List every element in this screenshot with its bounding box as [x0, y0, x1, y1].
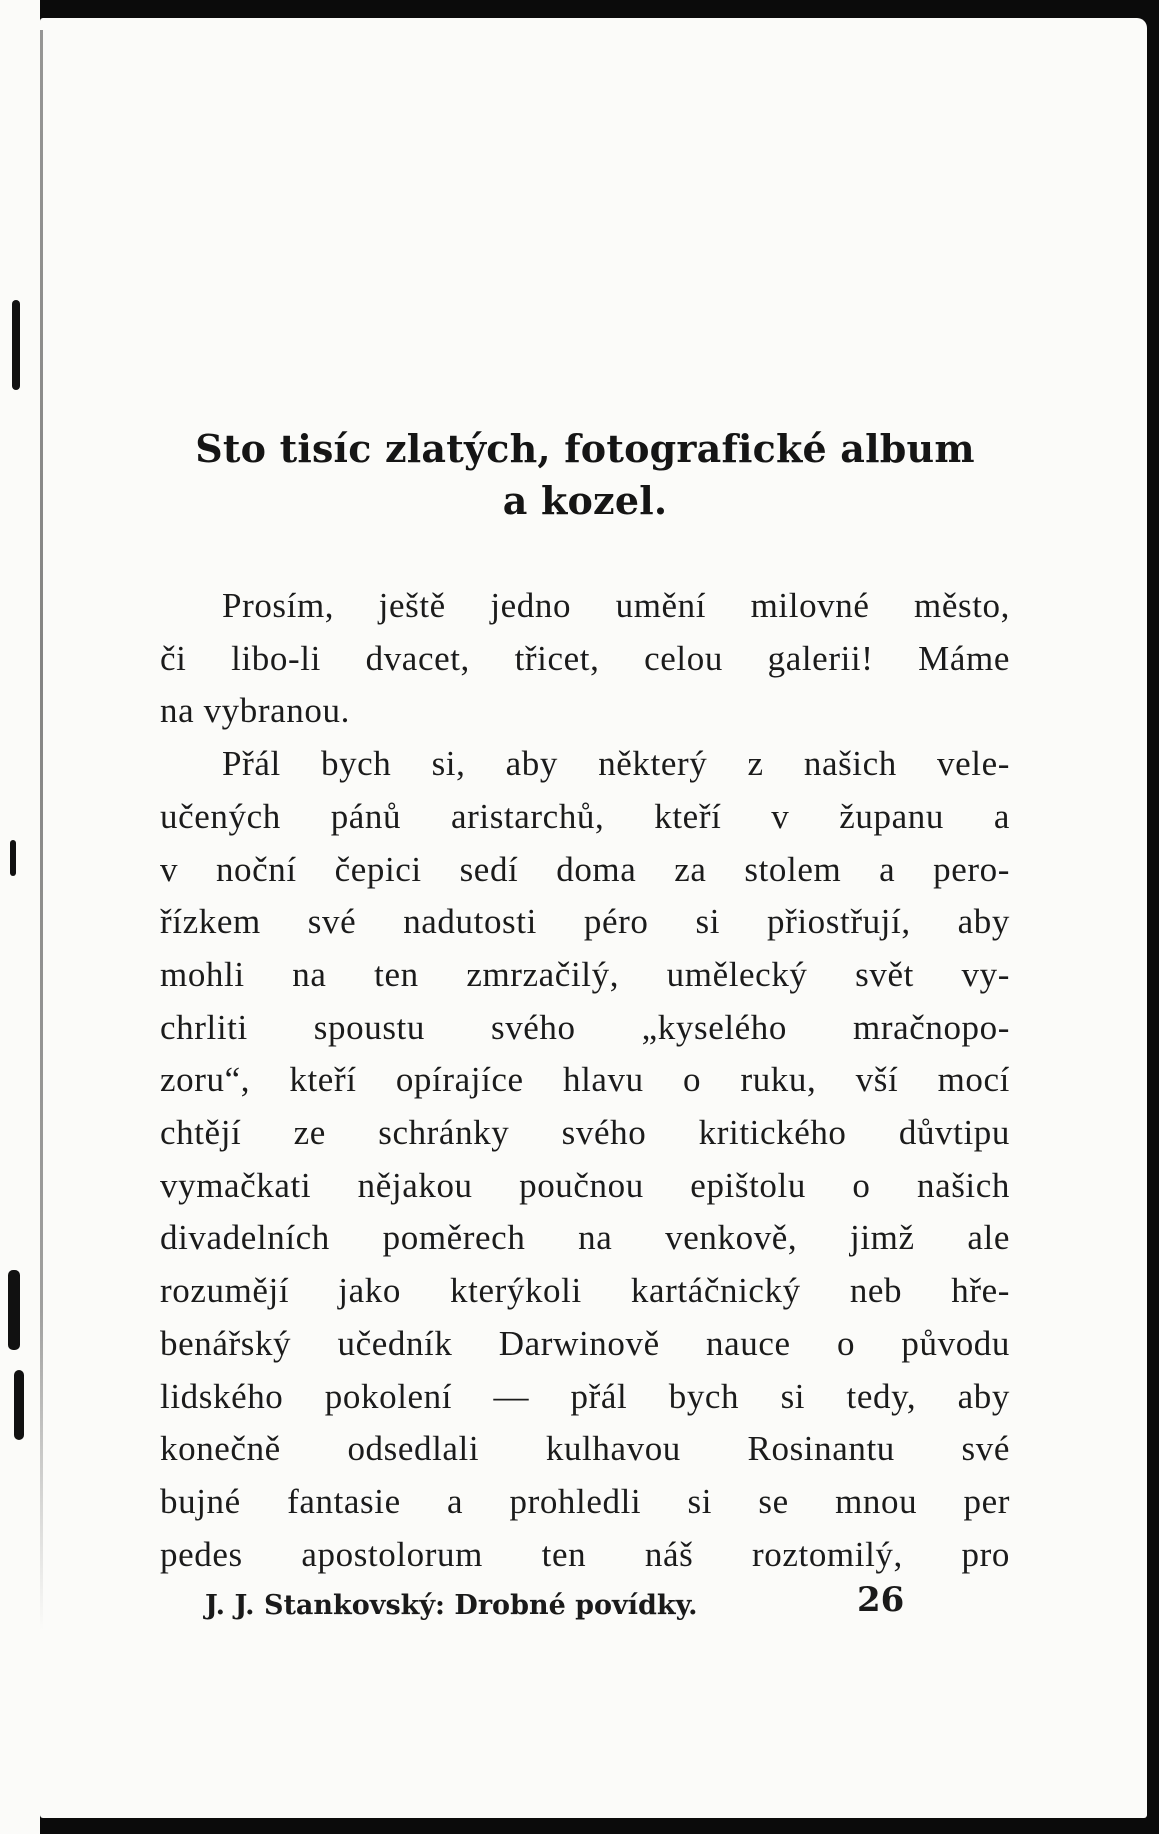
chapter-title	[150, 423, 1020, 527]
text-line: chtějí ze schránky svého kritického důvtipu	[160, 1113, 1010, 1153]
text-line: v noční čepici sedí doma za stolem a pero-	[160, 849, 1010, 889]
text-line: mohli na ten zmrzačilý, umělecký svět vy-	[160, 954, 1010, 994]
scan-mark	[12, 300, 20, 390]
text-line: zoru“, kteří opírajíce hlavu o ruku, vší mocí	[160, 1060, 1010, 1100]
text-line: rozumějí jako kterýkoli kartáčnický neb hře-	[160, 1271, 1010, 1311]
text-line: Přál bych si, aby některý z našich vele-	[222, 744, 1010, 784]
text-line: na vybranou.	[160, 691, 350, 731]
chapter-title-line-1: Sto tisíc zlatých, fotografické album	[195, 426, 975, 471]
text-line: bujné fantasie a prohledli si se mnou per	[160, 1481, 1010, 1521]
text-line: lidského pokolení — přál bych si tedy, aby	[160, 1376, 1010, 1416]
running-footer-title: J. J. Stankovský: Drobné povídky.	[205, 1590, 698, 1621]
page-left-margin	[0, 0, 40, 1834]
text-line: učených pánů aristarchů, kteří v županu a	[160, 796, 1010, 836]
text-line: chrliti spoustu svého „kyselého mračnopo-	[160, 1007, 1010, 1047]
text-line: pedes apostolorum ten náš roztomilý, pro	[160, 1534, 1010, 1574]
page-number: 26	[857, 1580, 905, 1620]
body-text	[160, 580, 1010, 1581]
text-line: divadelních poměrech na venkově, jimž ale	[160, 1218, 1010, 1258]
page-footer	[205, 1580, 905, 1628]
scan-mark	[8, 1270, 20, 1350]
chapter-title-line-2: a kozel.	[502, 478, 668, 523]
text-line: benářský učedník Darwinově nauce o původu	[160, 1323, 1010, 1363]
scan-mark	[10, 840, 16, 876]
text-line: či libo-li dvacet, třicet, celou galerii! Máme	[160, 638, 1010, 678]
binding-edge	[40, 30, 43, 1630]
text-line: Prosím, ještě jedno umění milovné město,	[222, 586, 1010, 625]
text-line: konečně odsedlali kulhavou Rosinantu své	[160, 1429, 1010, 1469]
text-line: řízkem své nadutosti péro si přiostřují, aby	[160, 902, 1010, 942]
scan-mark	[14, 1370, 24, 1440]
text-line: vymačkati nějakou poučnou epištolu o našich	[160, 1165, 1010, 1205]
